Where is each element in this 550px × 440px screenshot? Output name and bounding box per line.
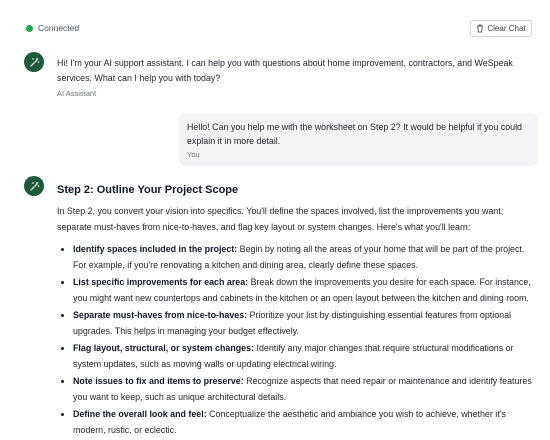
chat-header (0, 0, 550, 48)
list-item (57, 374, 537, 405)
item-title: List specific improvements for each area: (73, 277, 249, 287)
magic-wand-icon (29, 181, 40, 192)
bullet-icon (61, 281, 64, 284)
clear-chat-label: Clear Chat (487, 24, 526, 33)
list-item (57, 341, 537, 372)
item-body: Begin by noting all the areas of your home that will be part of the project. For example, if you're renovating a kitchen and dining area, clearly define these spaces. (73, 244, 525, 270)
item-body: Conceptualize the aesthetic and ambiance you wish to achieve, whether it's modern, rustic, or eclectic. (73, 409, 506, 435)
trash-icon (476, 24, 484, 33)
answer-heading: Step 2: Outline Your Project Scope (57, 184, 239, 196)
item-title: Flag layout, structural, or system changes: (73, 343, 255, 353)
item-title: Separate must-haves from nice-to-haves: (73, 310, 248, 320)
item-title: Define the overall look and feel: (73, 409, 207, 419)
message-sender: You (187, 150, 200, 159)
magic-wand-icon (29, 57, 40, 68)
item-body: Break down the improvements you desire for each space. For instance, you might want new countertops and cabinets in the kitchen or an open layout between the kitchen and dining room. (73, 277, 531, 303)
assistant-message (57, 56, 527, 98)
step-list (57, 242, 537, 438)
list-item (57, 407, 537, 438)
item-body: Recognize aspects that need repair or maintenance and identify features you want to keep, such as unique architectural details. (73, 376, 532, 402)
item-title: Identify spaces included in the project: (73, 244, 238, 254)
list-item (57, 242, 537, 273)
status-label: Connected (38, 23, 80, 33)
clear-chat-button[interactable] (470, 20, 532, 37)
message-text: Hi! I'm your AI support assistant. I can help you with questions about home improvement, contractors, and WeSpeak services. What can I help you with today? (57, 58, 513, 83)
item-body: Identify any major changes that require structural modifications or system updates, such as moving walls or updating electrical wiring. (73, 343, 514, 369)
bullet-icon (61, 413, 64, 416)
list-item (57, 308, 537, 339)
answer-intro: In Step 2, you convert your vision into specifics. You'll define the spaces involved, list the improvements you want, separate must-haves from nice-to-haves, and flag key layout or system changes. Here's what you'll learn: (57, 206, 504, 232)
bullet-icon (61, 248, 64, 251)
item-title: Note issues to fix and items to preserve: (73, 376, 244, 386)
bullet-icon (61, 347, 64, 350)
user-message (179, 113, 538, 166)
bullet-icon (61, 380, 64, 383)
message-text: Hello! Can you help me with the worksheet on Step 2? It would be helpful if you could explain it in more detail. (187, 122, 522, 146)
status-dot-icon (26, 25, 33, 32)
item-body: Prioritize your list by distinguishing essential features from optional upgrades. This helps in managing your budget effectively. (73, 310, 512, 336)
connection-status (26, 23, 79, 33)
message-sender: AI Assistant (57, 89, 97, 99)
bullet-icon (61, 314, 64, 317)
assistant-answer (57, 184, 537, 440)
assistant-avatar (24, 176, 44, 196)
assistant-avatar (24, 52, 44, 72)
list-item (57, 275, 537, 306)
